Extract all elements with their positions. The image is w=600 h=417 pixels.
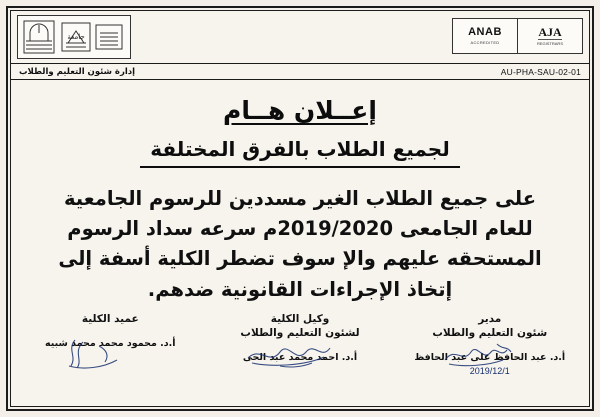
signature-title-director-line1: مدير bbox=[478, 313, 502, 325]
page-subtitle-wrap bbox=[33, 128, 567, 168]
signature-date-director: 2019/12/1 bbox=[469, 365, 510, 376]
document-code-row bbox=[11, 63, 589, 80]
announcement-text: على جميع الطلاب الغير مسددين للرسوم الجامعية للعام الجامعى 2019/2020م سرعه سداد الرسوم المستحقه عليهم والإ سوف تضطر الكلية أسفة إلى إتخاذ الإجراءات القانونية ضدهم. bbox=[58, 187, 542, 301]
page-subtitle: لجميع الطلاب بالفرق المختلفة bbox=[140, 136, 459, 168]
anab-logo bbox=[453, 19, 517, 53]
page-title: إعــلان هــام bbox=[223, 96, 377, 125]
university-crest-logo bbox=[17, 15, 131, 59]
anab-label: ANAB bbox=[468, 26, 502, 38]
document-code: AU-PHA-SAU-02-01 bbox=[500, 66, 581, 77]
document-content bbox=[11, 11, 589, 406]
signature-column-director bbox=[405, 312, 576, 404]
signature-block bbox=[11, 312, 589, 404]
signature-title-dean-line1: عميد الكلية bbox=[81, 313, 139, 325]
signature-title-dean bbox=[25, 312, 196, 326]
signature-column-dean bbox=[25, 312, 196, 404]
signature-title-vice-dean bbox=[215, 312, 386, 340]
signature-column-vice-dean bbox=[215, 312, 386, 404]
document-body bbox=[11, 80, 589, 305]
svg-text:جامعة: جامعة bbox=[67, 33, 85, 41]
signature-name-vice-dean: أ.د. احمد محمد عبد الحى bbox=[242, 352, 358, 364]
signature-name-director: أ.د. عبد الحافظ على عبد الحافظ bbox=[414, 352, 566, 364]
document-header bbox=[11, 11, 589, 63]
aja-label: AJA bbox=[538, 25, 562, 39]
accreditation-logos bbox=[452, 18, 583, 54]
signature-name-dean: أ.د. محمود محمد محمد شبيه bbox=[44, 338, 176, 350]
department-label: إدارة شئون التعليم والطلاب bbox=[19, 66, 136, 77]
crest-graphic bbox=[22, 19, 126, 55]
signature-title-vice-dean-line2: لشئون التعليم والطلاب bbox=[240, 327, 360, 340]
aja-sublabel: REGISTRARS bbox=[536, 41, 563, 46]
aja-logo bbox=[517, 19, 582, 53]
signature-title-vice-dean-line1: وكيل الكلية bbox=[270, 313, 330, 325]
signature-title-director bbox=[405, 312, 576, 340]
signature-title-director-line2: شئون التعليم والطلاب bbox=[432, 327, 548, 340]
anab-sublabel: ACCREDITED bbox=[470, 40, 500, 45]
